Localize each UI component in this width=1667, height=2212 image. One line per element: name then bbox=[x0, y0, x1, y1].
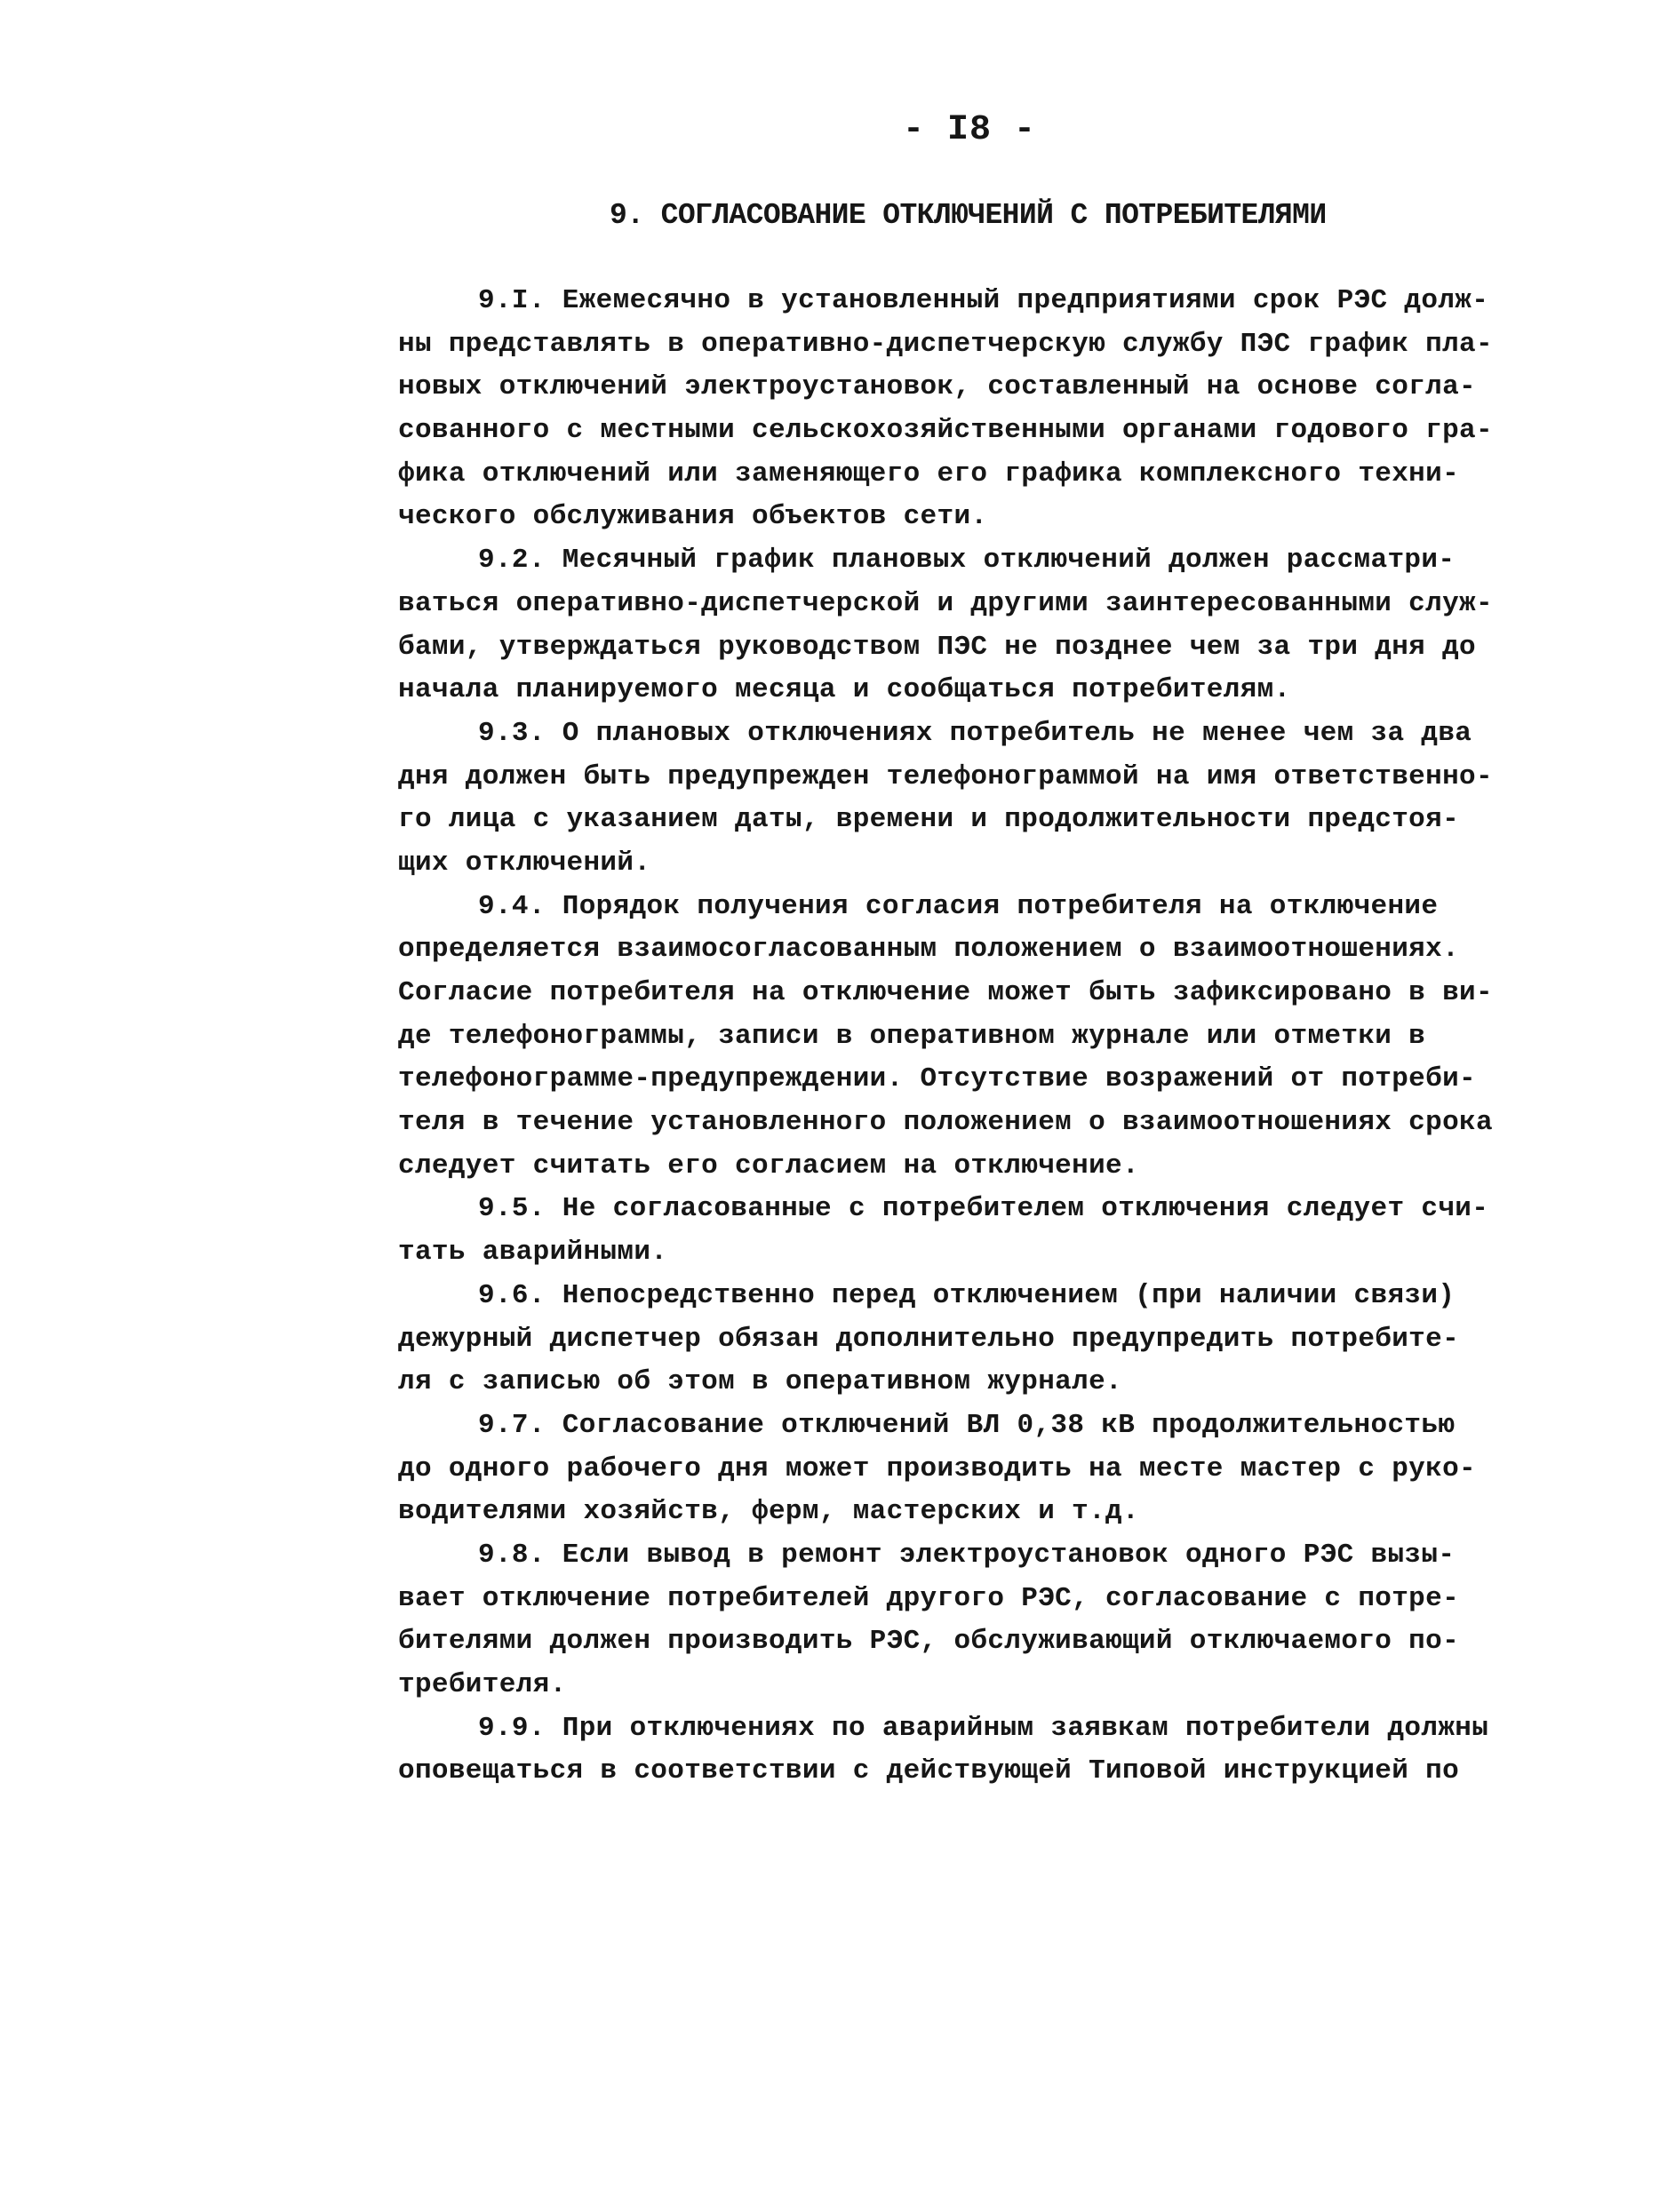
text-line: 9.5. Не согласованные с потребителем отключения следует счи- bbox=[478, 1193, 1489, 1225]
section-title: 9. СОГЛАСОВАНИЕ ОТКЛЮЧЕНИЙ С ПОТРЕБИТЕЛЯМИ bbox=[610, 199, 1327, 232]
text-line: водителями хозяйств, ферм, мастерских и т.д. bbox=[398, 1496, 1139, 1528]
text-line: 9.3. О плановых отключениях потребитель не менее чем за два bbox=[478, 717, 1472, 749]
text-line: 9.4. Порядок получения согласия потребителя на отключение bbox=[478, 890, 1439, 922]
text-line: го лица с указанием даты, времени и продолжительности предстоя- bbox=[398, 804, 1460, 836]
text-line: бителями должен производить РЭС, обслуживающий отключаемого по- bbox=[398, 1626, 1460, 1658]
paragraph bbox=[398, 539, 1544, 712]
text-line: вает отключение потребителей другого РЭС, согласование с потре- bbox=[398, 1582, 1460, 1614]
paragraph bbox=[398, 1534, 1544, 1707]
text-line: ля с записью об этом в оперативном журнале. bbox=[398, 1366, 1122, 1398]
text-line: дня должен быть предупрежден телефонограммой на имя ответственно- bbox=[398, 760, 1493, 792]
text-line: тать аварийными. bbox=[398, 1237, 668, 1269]
text-line: ны представлять в оперативно-диспетчерскую службу ПЭС график пла- bbox=[398, 328, 1493, 360]
text-line: фика отключений или заменяющего его графика комплексного техни- bbox=[398, 458, 1460, 489]
text-line: де телефонограммы, записи в оперативном журнале или отметки в bbox=[398, 1020, 1426, 1052]
text-line: оповещаться в соответствии с действующей Типовой инструкцией по bbox=[398, 1755, 1460, 1787]
text-line: бами, утверждаться руководством ПЭС не позднее чем за три дня до bbox=[398, 631, 1476, 663]
text-line: до одного рабочего дня может производить на месте мастер с руко- bbox=[398, 1452, 1476, 1484]
paragraph bbox=[398, 886, 1544, 1189]
paragraph bbox=[398, 280, 1544, 539]
paragraph bbox=[398, 1188, 1544, 1274]
text-line: 9.7. Согласование отключений ВЛ 0,38 кВ продолжительностью bbox=[478, 1409, 1456, 1441]
body-text bbox=[398, 280, 1544, 1794]
text-line: ческого обслуживания объектов сети. bbox=[398, 501, 988, 533]
text-line: щих отключений. bbox=[398, 847, 651, 879]
text-line: определяется взаимосогласованным положением о взаимоотношениях. bbox=[398, 934, 1460, 966]
text-line: 9.I. Ежемесячно в установленный предприятиями срок РЭС долж- bbox=[478, 285, 1489, 316]
text-line: следует считать его согласием на отключение. bbox=[398, 1150, 1139, 1182]
text-line: требителя. bbox=[398, 1669, 567, 1700]
text-line: 9.8. Если вывод в ремонт электроустановок одного РЭС вызы- bbox=[478, 1539, 1456, 1571]
text-line: 9.6. Непосредственно перед отключением (при наличии связи) bbox=[478, 1279, 1456, 1311]
text-line: Согласие потребителя на отключение может быть зафиксировано в ви- bbox=[398, 977, 1493, 1008]
paragraph bbox=[398, 1707, 1544, 1794]
text-line: новых отключений электроустановок, составленный на основе согла- bbox=[398, 371, 1476, 403]
paragraph bbox=[398, 712, 1544, 886]
paragraph bbox=[398, 1275, 1544, 1404]
text-line: ваться оперативно-диспетчерской и другими заинтересованными служ- bbox=[398, 587, 1493, 619]
text-line: телефонограмме-предупреждении. Отсутствие возражений от потреби- bbox=[398, 1063, 1476, 1095]
text-line: теля в течение установленного положением о взаимоотношениях срока bbox=[398, 1107, 1493, 1139]
paragraph bbox=[398, 1404, 1544, 1534]
page-number: - I8 - bbox=[903, 110, 1037, 150]
text-line: 9.2. Месячный график плановых отключений должен рассматри- bbox=[478, 545, 1456, 577]
text-line: сованного с местными сельскохозяйственными органами годового гра- bbox=[398, 415, 1493, 447]
text-line: 9.9. При отключениях по аварийным заявкам потребители должны bbox=[478, 1712, 1489, 1744]
text-line: начала планируемого месяца и сообщаться потребителям. bbox=[398, 674, 1291, 706]
text-line: дежурный диспетчер обязан дополнительно предупредить потребите- bbox=[398, 1323, 1460, 1355]
